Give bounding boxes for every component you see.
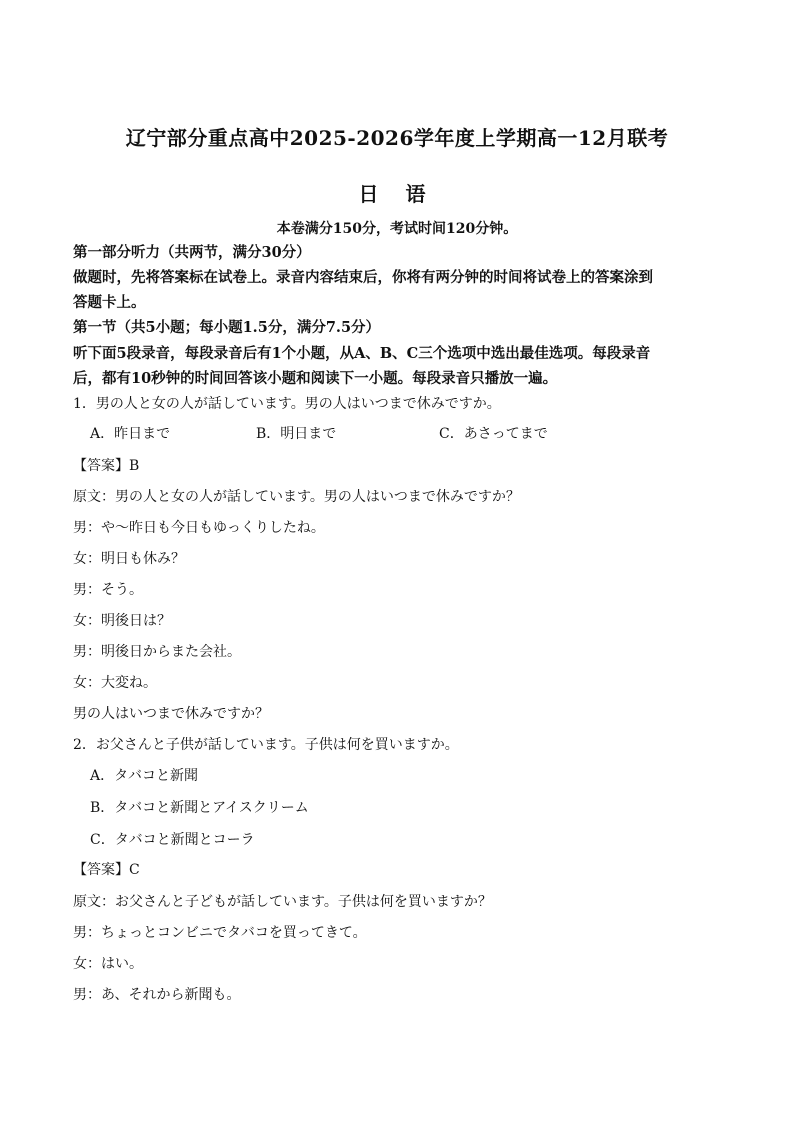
exam-info: 本卷满分150分，考试时间120分钟。: [276, 221, 518, 237]
section1-instruction-line-2: 后，都有10秒钟的时间回答该小题和阅读下一小题。每段录音只播放一遍。: [73, 370, 558, 387]
q1-transcript-line: 女：大変ね。: [73, 675, 157, 691]
exam-title: 辽宁部分重点高中2025-2026学年度上学期高一12月联考: [125, 126, 669, 150]
subject-heading: 日 语: [358, 182, 436, 206]
q1-transcript-line: 男：明後日からまた会社。: [73, 644, 241, 660]
q1-answer: 【答案】B: [73, 458, 140, 474]
q2-transcript-line: 女：はい。: [73, 956, 143, 972]
q2-transcript-line: 男：ちょっとコンビニでタバコを買ってきて。: [73, 925, 367, 941]
q2-transcript-line: 男：あ、それから新聞も。: [73, 987, 241, 1003]
q1-transcript-line: 男の人はいつまで休みですか？: [73, 706, 269, 722]
q1-transcript-line: 原文：男の人と女の人が話しています。男の人はいつまで休みですか？: [73, 489, 520, 505]
q2-option-c: C．タバコと新聞とコーラ: [90, 832, 255, 848]
part1-instruction-line-2: 答题卡上。: [73, 294, 146, 311]
q1-option-c: C．あさってまで: [439, 426, 548, 442]
q1-option-a: A．昨日まで: [90, 426, 171, 442]
q2-transcript-line: 原文：お父さんと子どもが話しています。子供は何を買いますか？: [73, 894, 492, 910]
q1-transcript-line: 女：明後日は？: [73, 613, 171, 629]
section1-instruction-line-1: 听下面5段录音，每段录音后有1个小题，从A、B、C三个选项中选出最佳选项。每段录音: [73, 345, 651, 362]
q1-question: 1．男の人と女の人が話しています。男の人はいつまで休みですか。: [73, 396, 501, 412]
section1-heading: 第一节（共5小题；每小题1.5分，满分7.5分）: [73, 319, 381, 336]
part1-instruction-line-1: 做题时，先将答案标在试卷上。录音内容结束后，你将有两分钟的时间将试卷上的答案涂到: [73, 269, 653, 286]
q2-option-b: B．タバコと新聞とアイスクリーム: [90, 800, 309, 816]
q1-transcript-line: 女：明日も休み？: [73, 551, 185, 567]
part1-heading: 第一部分听力（共两节，满分30分）: [73, 244, 311, 261]
q1-transcript-line: 男：そう。: [73, 582, 143, 598]
q2-answer: 【答案】C: [73, 862, 140, 878]
q1-option-b: B．明日まで: [256, 426, 337, 442]
q2-question: 2．お父さんと子供が話しています。子供は何を買いますか。: [73, 737, 459, 753]
q2-option-a: A．タバコと新聞: [90, 768, 198, 784]
q1-transcript-line: 男：や～昨日も今日もゆっくりしたね。: [73, 520, 325, 536]
